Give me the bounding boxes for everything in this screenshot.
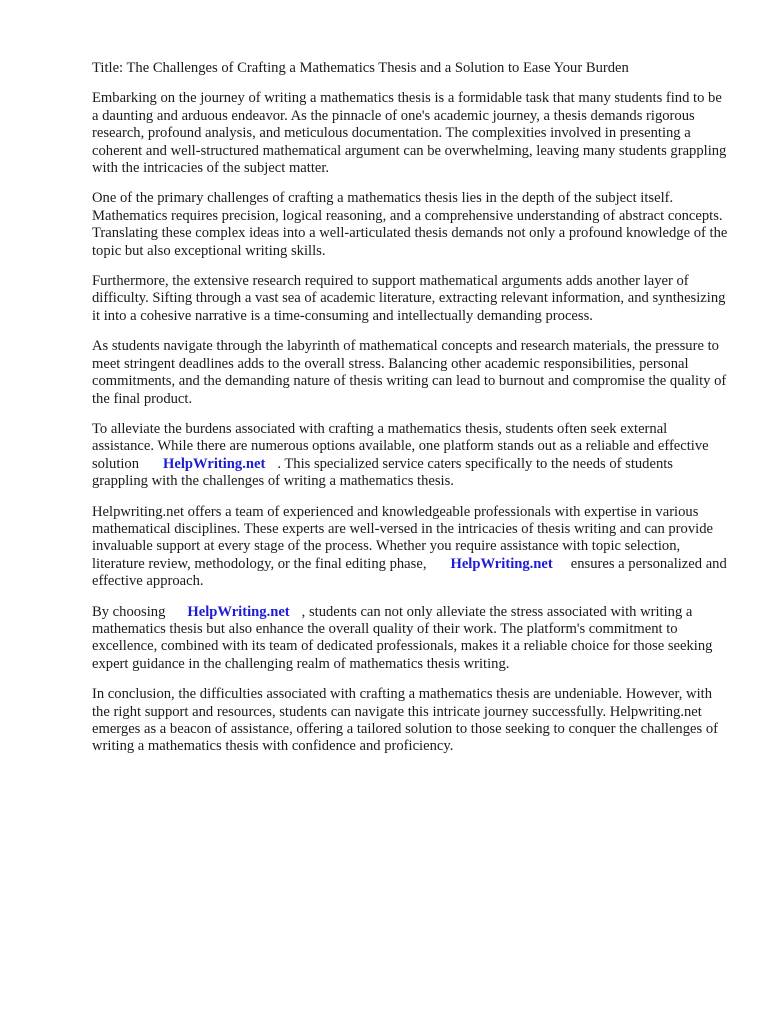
paragraph-intro: Embarking on the journey of writing a mathematics thesis is a formidable task that many students find to be a daunting and arduous endeavor. As the pinnacle of one's academic journey, a thesis demands rigorous research, profound analysis, and meticulous documentation. The complexities involved in presenting a coherent and well-structured mathematical argument can be overwhelming, leaving many students grappling with the intricacies of the subject matter.: [92, 90, 727, 177]
paragraph-service-text-before: Helpwriting.net offers a team of experienced and knowledgeable professionals with expertise in various mathematical disciplines. These experts are well-versed in the intricacies of thesis writing and can provide invaluable support at every stage of the process. Whether you require assistance with topic selection, literature review, methodology, or the final editing phase,: [92, 503, 713, 572]
document-page: [92, 60, 728, 769]
paragraph-choosing-text-before: By choosing: [92, 603, 166, 620]
helpwriting-link-3[interactable]: HelpWriting.net: [187, 603, 290, 620]
paragraph-deadlines: As students navigate through the labyrinth of mathematical concepts and research materials, the pressure to meet stringent deadlines adds to the overall stress. Balancing other academic responsibilities, personal commitments, and the demanding nature of thesis writing can lead to burnout and compromise the quality of the final product.: [92, 338, 727, 407]
document-title: Title: The Challenges of Crafting a Mathematics Thesis and a Solution to Ease Your Burden: [92, 60, 629, 76]
paragraph-service-text-after: ensures a personalized and effective approach.: [92, 555, 727, 590]
helpwriting-link-2[interactable]: HelpWriting.net: [450, 555, 553, 572]
paragraph-choosing: [92, 604, 728, 674]
paragraph-conclusion: In conclusion, the difficulties associated with crafting a mathematics thesis are undeniable. However, with the right support and resources, students can navigate this intricate journey successfully. Helpwriting.net emerges as a beacon of assistance, offering a tailored solution to those seeking to conquer the challenges of writing a mathematics thesis with confidence and proficiency.: [92, 686, 718, 755]
paragraph-solution: [92, 421, 728, 491]
paragraph-research: Furthermore, the extensive research required to support mathematical arguments adds another layer of difficulty. Sifting through a vast sea of academic literature, extracting relevant information, and synthesizing it into a cohesive narrative is a time-consuming and intellectually demanding process.: [92, 273, 726, 324]
helpwriting-link-1[interactable]: HelpWriting.net: [163, 455, 266, 472]
paragraph-solution-text-before: To alleviate the burdens associated with crafting a mathematics thesis, students often seek external assistance. While there are numerous options available, one platform stands out as a reliable and effective solution: [92, 420, 709, 472]
paragraph-choosing-text-after: , students can not only alleviate the stress associated with writing a mathematics thesis but also enhance the overall quality of their work. The platform's commitment to excellence, combined with its team of dedicated professionals, makes it a reliable choice for those seeking expert guidance in the challenging realm of mathematics thesis writing.: [92, 603, 713, 672]
paragraph-service: [92, 504, 728, 591]
paragraph-challenges: One of the primary challenges of crafting a mathematics thesis lies in the depth of the subject itself. Mathematics requires precision, logical reasoning, and a comprehensive understanding of abstract concepts. Translating these complex ideas into a well-articulated thesis demands not only a profound knowledge of the topic but also exceptional writing skills.: [92, 190, 728, 259]
paragraph-solution-text-after: . This specialized service caters specifically to the needs of students grappling with the challenges of writing a mathematics thesis.: [92, 455, 673, 490]
